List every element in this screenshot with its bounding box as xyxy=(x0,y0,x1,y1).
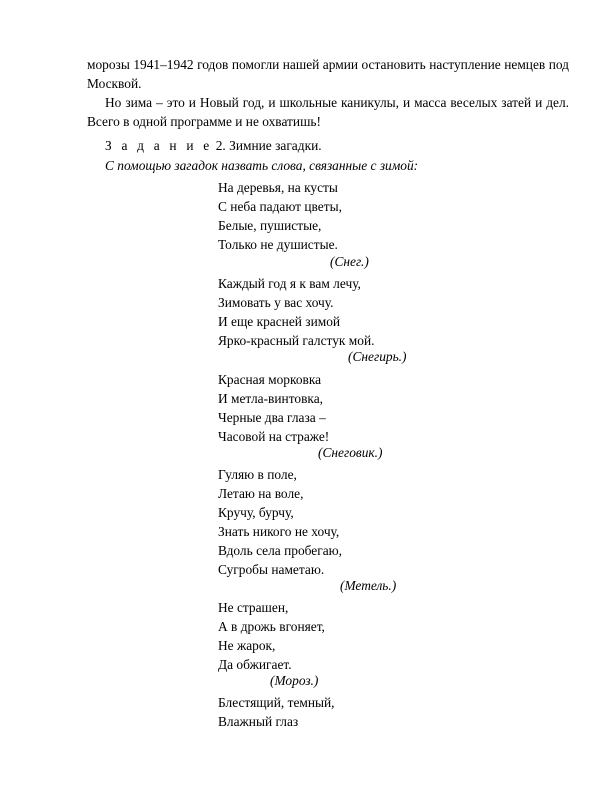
riddle-4-answer: (Метель.) xyxy=(340,578,397,593)
riddle-2 xyxy=(218,274,374,350)
riddle-line: Кручу, бурчу, xyxy=(218,505,294,520)
riddle-1 xyxy=(218,178,342,254)
riddle-line: Вдоль села пробегаю, xyxy=(218,543,343,558)
task-title: 2. Зимние загадки. xyxy=(212,138,322,153)
riddle-3 xyxy=(218,370,329,446)
riddle-line: Зимовать у вас хочу. xyxy=(218,295,334,310)
riddle-5-answer: (Мороз.) xyxy=(270,673,319,688)
riddle-line: Влажный глаз xyxy=(218,714,299,729)
riddle-line: Не жарок, xyxy=(218,638,276,653)
riddle-line: Только не душистые. xyxy=(218,237,338,252)
riddle-4 xyxy=(218,465,342,579)
riddle-line: А в дрожь вгоняет, xyxy=(218,619,325,634)
riddle-line: Красная морковка xyxy=(218,372,322,387)
riddle-5 xyxy=(218,598,325,674)
riddle-line: Белые, пушистые, xyxy=(218,218,322,233)
riddle-1-answer: (Снег.) xyxy=(330,254,369,269)
riddle-line: Сугробы наметаю. xyxy=(218,562,325,577)
riddle-3-answer: (Снеговик.) xyxy=(318,445,383,460)
riddle-line: С неба падают цветы, xyxy=(218,199,342,214)
task-heading xyxy=(105,138,322,154)
riddle-2-answer: (Снегирь.) xyxy=(348,349,407,364)
riddle-line: И еще красней зимой xyxy=(218,314,341,329)
riddle-line: Часовой на страже! xyxy=(218,429,330,444)
riddle-line: И метла-винтовка, xyxy=(218,391,323,406)
riddle-line: Не страшен, xyxy=(218,600,289,615)
riddle-line: Ярко-красный галстук мой. xyxy=(218,333,375,348)
task-instruction: С помощью загадок назвать слова, связанные с зимой: xyxy=(105,158,419,173)
riddle-line: Блестящий, темный, xyxy=(218,695,335,710)
intro-paragraph-winter: Но зима – это и Новый год, и школьные каникулы, и масса веселых затей и дел. Всего в одной программе и не охватишь! xyxy=(87,95,569,129)
riddle-6 xyxy=(218,693,335,731)
riddle-line: Каждый год я к вам лечу, xyxy=(218,276,361,291)
riddle-line: На деревья, на кусты xyxy=(218,180,338,195)
riddle-line: Знать никого не хочу, xyxy=(218,524,340,539)
riddle-line: Летаю на воле, xyxy=(218,486,304,501)
task-label: З а д а н и е xyxy=(105,138,213,153)
riddle-line: Да обжигает. xyxy=(218,657,292,672)
riddle-line: Гуляю в поле, xyxy=(218,467,297,482)
intro-paragraph-continued: морозы 1941–1942 годов помогли нашей армии остановить наступление немцев под Москвой. xyxy=(87,57,569,91)
riddle-line: Черные два глаза – xyxy=(218,410,326,425)
